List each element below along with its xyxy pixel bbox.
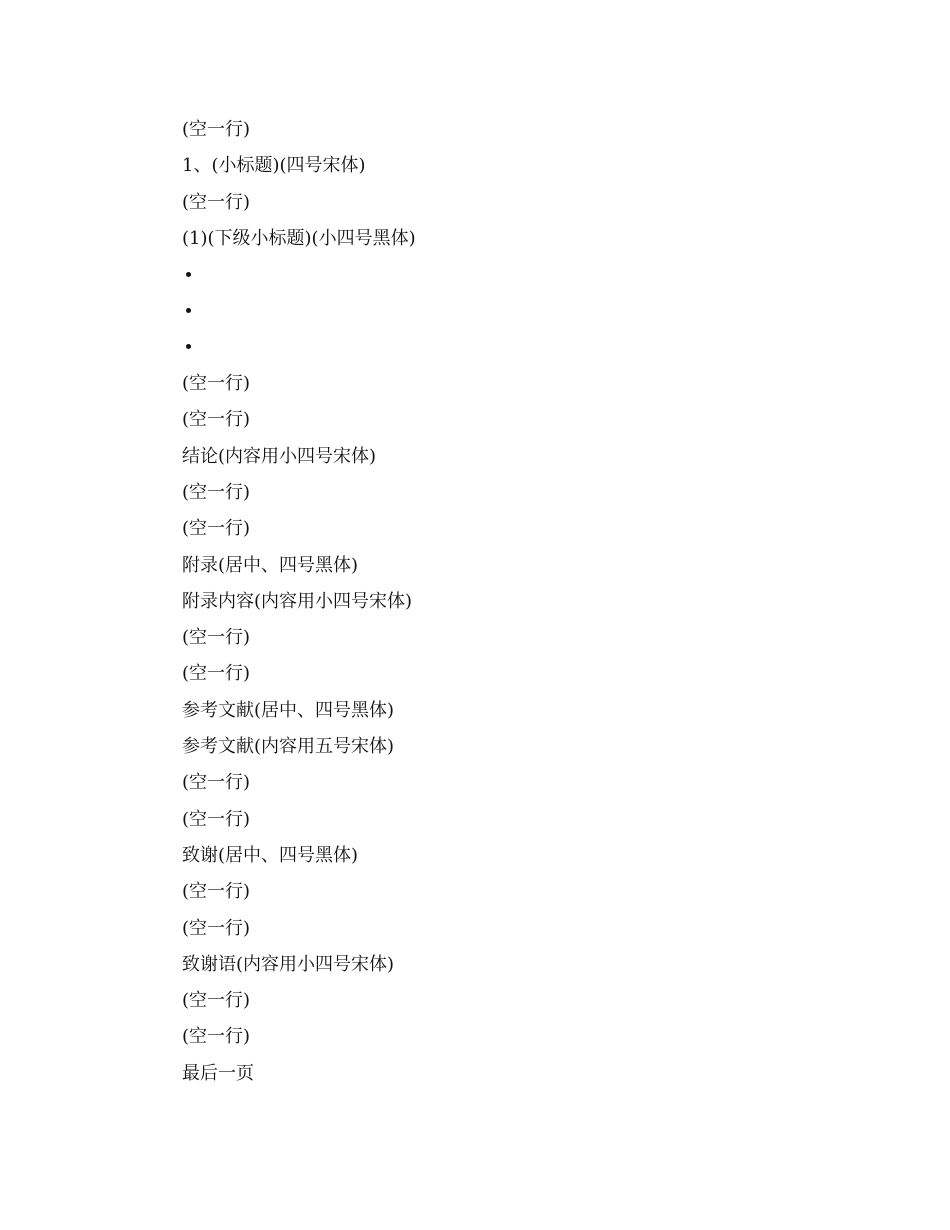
- bullet-point: [182, 293, 802, 329]
- text-line: 结论(内容用小四号宋体): [182, 445, 377, 467]
- text-line: (空一行): [182, 627, 251, 649]
- text-line: (空一行): [182, 409, 251, 431]
- text-line: 参考文献(内容用五号宋体): [182, 736, 395, 758]
- bullet-point: [182, 330, 802, 366]
- text-line: (空一行): [182, 808, 251, 830]
- text-line: 致谢(居中、四号黑体): [182, 844, 359, 866]
- document-body: [182, 112, 802, 1092]
- text-line: (空一行): [182, 990, 251, 1012]
- text-line: 参考文献(居中、四号黑体): [182, 699, 395, 721]
- text-line: (空一行): [182, 191, 251, 213]
- bullet-dot-icon: [186, 344, 191, 349]
- text-line: (空一行): [182, 772, 251, 794]
- text-line: 致谢语(内容用小四号宋体): [182, 953, 395, 975]
- text-line: (1)(下级小标题)(小四号黑体): [182, 227, 416, 249]
- bullet-point: [182, 257, 802, 293]
- text-line: (空一行): [182, 917, 251, 939]
- text-line: (空一行): [182, 119, 251, 140]
- text-line: 1、(小标题)(四号宋体): [182, 155, 366, 177]
- text-line: (空一行): [182, 518, 251, 540]
- text-line: (空一行): [182, 1026, 251, 1048]
- text-line: (空一行): [182, 881, 251, 903]
- text-line: 附录(居中、四号黑体): [182, 554, 359, 576]
- text-line: (空一行): [182, 663, 251, 685]
- text-line: (空一行): [182, 481, 251, 503]
- text-line: 附录内容(内容用小四号宋体): [182, 590, 413, 612]
- bullet-dot-icon: [186, 308, 191, 313]
- text-line: 最后一页: [182, 1062, 254, 1084]
- text-line: (空一行): [182, 373, 251, 395]
- bullet-dot-icon: [186, 272, 191, 277]
